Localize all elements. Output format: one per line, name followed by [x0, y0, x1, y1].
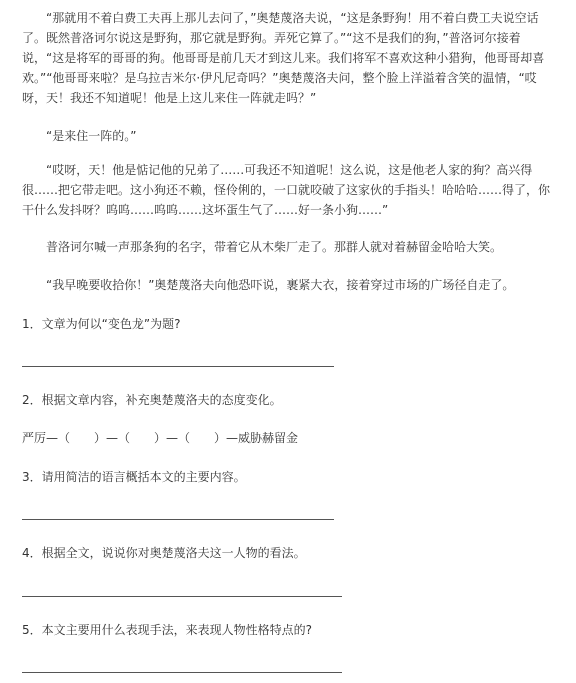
question-4: 4．根据全文，说说你对奥楚蔑洛夫这一人物的看法。 — [22, 546, 306, 560]
answer-line-5[interactable] — [22, 672, 342, 673]
answer-line-3[interactable] — [22, 519, 334, 520]
answer-line-1[interactable] — [22, 366, 334, 367]
passage-paragraph-4: 普洛诃尔喊一声那条狗的名字，带着它从木柴厂走了。那群人就对着赫留金哈哈大笑。 — [46, 240, 503, 254]
question-3: 3．请用简洁的语言概括本文的主要内容。 — [22, 470, 246, 484]
passage-paragraph-1: “那就用不着白费工夫再上那儿去问了，”奥楚蔑洛夫说，“这是条野狗！用不着白费工夫说空话了。既然普洛诃尔说这是野狗，那它就是野狗。弄死它算了。”“这不是我们的狗，”普洛诃尔接着说，“这是将军的哥哥的狗。他哥哥是前几天才到这儿来。我们将军不喜欢这种小猎狗，他哥哥却喜欢。”“他哥哥来啦？是乌拉吉米尔·伊凡尼奇吗？”奥楚蔑洛夫问，整个脸上洋溢着含笑的温情，“哎呀，天！我还不知道呢！他是上这儿来住一阵就走吗？” — [22, 11, 545, 105]
question-2: 2．根据文章内容，补充奥楚蔑洛夫的态度变化。 — [22, 393, 282, 407]
answer-line-4[interactable] — [22, 596, 342, 597]
question-2-fill-blanks[interactable]: 严厉—（ ）—（ ）—（ ）—威胁赫留金 — [22, 431, 299, 445]
question-5: 5．本文主要用什么表现手法，来表现人物性格特点的? — [22, 623, 313, 637]
passage-paragraph-2: “是来住一阵的。” — [46, 129, 137, 143]
question-1: 1．文章为何以“变色龙”为题? — [22, 317, 181, 331]
passage-paragraph-3: “哎呀，天！他是惦记他的兄弟了……可我还不知道呢！这么说，这是他老人家的狗？高兴得很……把它带走吧。这小狗还不赖，怪伶俐的，一口就咬破了这家伙的手指头！哈哈哈……得了，你干什么发抖呀？呜呜……呜呜……这坏蛋生气了……好一条小狗……” — [22, 163, 551, 217]
passage-paragraph-5: “我早晚要收拾你！”奥楚蔑洛夫向他恐吓说，裹紧大衣，接着穿过市场的广场径自走了。 — [46, 278, 515, 292]
